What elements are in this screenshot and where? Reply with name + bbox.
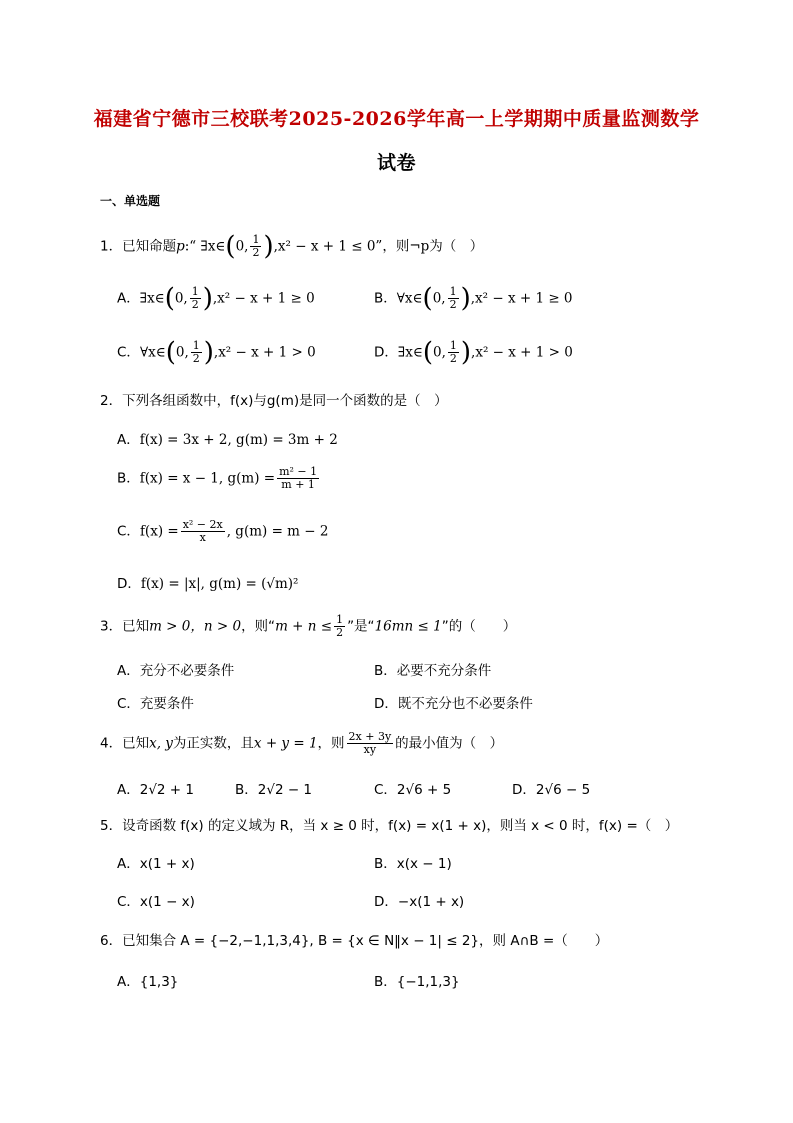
q4-option-a[interactable]: A．2√2 + 1 xyxy=(117,782,194,798)
q1-option-a[interactable]: A．∃x∈(0, $\frac{1}{2}$ ),x² − x + 1 ≥ 0 xyxy=(117,283,315,314)
q1-stem-text: 1．已知命题 xyxy=(100,238,177,255)
q2-option-d[interactable]: D．f(x) = |x|, g(m) = (√m)² xyxy=(117,576,299,592)
q1-option-c[interactable]: C．∀x∈(0, $\frac{1}{2}$ ),x² − x + 1 > 0 xyxy=(117,337,316,368)
q5-option-a[interactable]: A．x(1 + x) xyxy=(117,856,195,872)
q2-option-b[interactable]: B．f(x) = x − 1, g(m) = $\frac{\text{m² − 1}}{m + 1}$ xyxy=(117,465,318,491)
q5-option-c[interactable]: C．x(1 − x) xyxy=(117,894,195,910)
q1-interval-left: 0, xyxy=(235,238,249,255)
q5-option-d[interactable]: D．−x(1 + x) xyxy=(374,894,465,910)
q4-option-c[interactable]: C．2√6 + 5 xyxy=(374,782,452,798)
q3-option-c[interactable]: C．充要条件 xyxy=(117,696,194,712)
q1-option-b[interactable]: B．∀x∈(0, $\frac{1}{2}$ ),x² − x + 1 ≥ 0 xyxy=(374,283,573,314)
exam-title-line2: 试卷 xyxy=(376,152,416,174)
q6-option-b[interactable]: B．{−1,1,3} xyxy=(374,974,460,990)
question-4-stem: 4．已知x, y为正实数，且x + y = 1，则 $\frac{2x + 3y}{xy}$ 的最小值为（ ） xyxy=(100,730,504,756)
question-5-stem: 5．设奇函数 f(x) 的定义域为 R，当 x ≥ 0 时，f(x) = x(1 + x)，则当 x < 0 时，f(x) =（ ） xyxy=(100,818,679,834)
q1-option-d[interactable]: D．∃x∈(0, $\frac{1}{2}$ ),x² − x + 1 > 0 xyxy=(374,337,573,368)
question-1-stem: 1．已知命题p:“ ∃x∈(0, $\frac{1}{2}$ ),x² − x + 1 ≤ 0”，则¬p为（ ） xyxy=(100,231,484,262)
q1-half-fraction: $\frac{1}{2}$ xyxy=(252,233,260,259)
q3-option-d[interactable]: D．既不充分也不必要条件 xyxy=(374,696,533,712)
q6-option-a[interactable]: A．{1,3} xyxy=(117,974,179,990)
section-heading: 一、单选题 xyxy=(100,194,161,208)
q5-option-b[interactable]: B．x(x − 1) xyxy=(374,856,452,872)
q1-stem-tail: ,x² − x + 1 ≤ 0”，则¬p为（ ） xyxy=(273,238,484,255)
question-6-stem: 6．已知集合 A = {−2,−1,1,3,4}, B = {x ∈ N‖x − 1| ≤ 2}，则 A∩B =（ ） xyxy=(100,933,609,949)
q2-option-c[interactable]: C．f(x) = $\frac{\text{x² − 2x}}{x}$ , g(m) = m − 2 xyxy=(117,518,329,544)
q2-option-a[interactable]: A．f(x) = 3x + 2, g(m) = 3m + 2 xyxy=(117,432,338,448)
question-3-stem: 3．已知m > 0，n > 0，则“m + n ≤ $\frac{1}{2}$ ”是“16mn ≤ 1”的（ ） xyxy=(100,613,517,639)
q1-prop-symbol: p xyxy=(176,238,185,255)
exam-title-line1: 福建省宁德市三校联考2025-2026学年高一上学期期中质量监测数学 xyxy=(93,108,700,130)
q1-quantifier: :“ ∃x∈ xyxy=(184,238,226,255)
q3-option-b[interactable]: B．必要不充分条件 xyxy=(374,663,492,679)
q4-option-d[interactable]: D．2√6 − 5 xyxy=(512,782,591,798)
q3-option-a[interactable]: A．充分不必要条件 xyxy=(117,663,235,679)
q4-option-b[interactable]: B．2√2 − 1 xyxy=(235,782,313,798)
question-2-stem: 2．下列各组函数中，f(x)与g(m)是同一个函数的是（ ） xyxy=(100,393,448,409)
